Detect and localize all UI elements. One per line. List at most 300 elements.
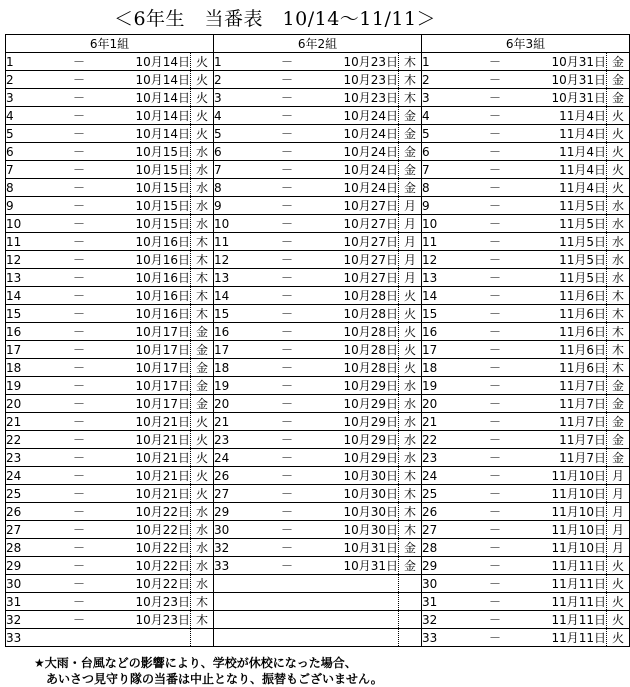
slot-weekday: 火 <box>191 107 214 125</box>
slot-date: 10月16日 <box>111 233 191 251</box>
slot-weekday: 水 <box>191 179 214 197</box>
slot-date: 10月22日 <box>111 575 191 593</box>
slot-weekday: 金 <box>607 431 630 449</box>
slot-name-blank: － <box>255 431 319 449</box>
slot-name-blank <box>255 593 319 611</box>
slot-name-blank: － <box>463 323 527 341</box>
slot-number: 17 <box>6 341 48 359</box>
slot-name-blank: － <box>463 215 527 233</box>
slot-number: 26 <box>6 503 48 521</box>
slot-name-blank: － <box>463 557 527 575</box>
slot-name-blank: － <box>463 485 527 503</box>
slot-name-blank: － <box>463 503 527 521</box>
slot-number: 13 <box>6 269 48 287</box>
slot-date: 10月31日 <box>527 53 607 71</box>
slot-date: 10月23日 <box>319 71 399 89</box>
slot-name-blank: － <box>47 323 111 341</box>
slot-date <box>319 575 399 593</box>
slot-name-blank: － <box>463 233 527 251</box>
slot-number: 23 <box>421 449 463 467</box>
slot-date: 10月27日 <box>319 269 399 287</box>
slot-weekday: 木 <box>607 341 630 359</box>
slot-weekday: 月 <box>399 215 422 233</box>
slot-weekday: 水 <box>399 377 422 395</box>
slot-number: 9 <box>421 197 463 215</box>
slot-name-blank: － <box>463 377 527 395</box>
notice <box>34 655 383 687</box>
slot-name-blank: － <box>463 467 527 485</box>
slot-number: 30 <box>213 521 255 539</box>
slot-number: 24 <box>421 467 463 485</box>
slot-number: 11 <box>213 233 255 251</box>
slot-number: 10 <box>213 215 255 233</box>
slot-date: 11月4日 <box>527 179 607 197</box>
slot-name-blank: － <box>463 575 527 593</box>
slot-weekday: 火 <box>191 485 214 503</box>
slot-weekday: 火 <box>607 593 630 611</box>
slot-date: 10月14日 <box>111 125 191 143</box>
group-header-6-3: 6年3組 <box>421 35 629 53</box>
slot-weekday: 水 <box>399 431 422 449</box>
slot-weekday: 金 <box>607 449 630 467</box>
slot-date: 10月15日 <box>111 161 191 179</box>
slot-number: 8 <box>421 179 463 197</box>
slot-date: 10月21日 <box>111 413 191 431</box>
roster-row <box>6 143 630 161</box>
slot-date: 10月14日 <box>111 53 191 71</box>
slot-number: 17 <box>213 341 255 359</box>
slot-date: 10月17日 <box>111 359 191 377</box>
slot-number: 12 <box>213 251 255 269</box>
roster-row <box>6 359 630 377</box>
slot-date: 10月24日 <box>319 161 399 179</box>
slot-date: 11月11日 <box>527 557 607 575</box>
slot-date: 11月7日 <box>527 431 607 449</box>
slot-date <box>319 593 399 611</box>
slot-weekday: 木 <box>191 269 214 287</box>
slot-date <box>319 611 399 629</box>
slot-date: 10月27日 <box>319 215 399 233</box>
slot-number: 7 <box>213 161 255 179</box>
slot-weekday: 水 <box>191 503 214 521</box>
slot-weekday: 水 <box>607 215 630 233</box>
slot-date: 11月6日 <box>527 305 607 323</box>
slot-date: 10月31日 <box>319 557 399 575</box>
slot-number: 33 <box>213 557 255 575</box>
slot-name-blank: － <box>255 485 319 503</box>
slot-weekday: 金 <box>191 395 214 413</box>
slot-name-blank: － <box>47 197 111 215</box>
slot-weekday <box>399 611 422 629</box>
slot-number: 3 <box>6 89 48 107</box>
slot-number: 5 <box>213 125 255 143</box>
roster-row <box>6 323 630 341</box>
slot-number: 24 <box>213 449 255 467</box>
slot-name-blank: － <box>463 341 527 359</box>
slot-name-blank: － <box>255 89 319 107</box>
slot-name-blank: － <box>47 449 111 467</box>
slot-date: 10月23日 <box>319 53 399 71</box>
slot-name-blank: － <box>255 179 319 197</box>
slot-weekday: 火 <box>191 89 214 107</box>
slot-name-blank <box>255 629 319 647</box>
slot-number: 23 <box>6 449 48 467</box>
slot-weekday: 水 <box>607 251 630 269</box>
slot-name-blank: － <box>47 305 111 323</box>
slot-name-blank <box>255 611 319 629</box>
slot-name-blank: － <box>463 629 527 647</box>
slot-weekday: 火 <box>607 611 630 629</box>
slot-weekday: 水 <box>191 575 214 593</box>
slot-number: 27 <box>421 521 463 539</box>
slot-date: 10月28日 <box>319 305 399 323</box>
slot-date: 11月7日 <box>527 377 607 395</box>
slot-date: 10月24日 <box>319 107 399 125</box>
slot-date: 10月31日 <box>319 539 399 557</box>
roster-row <box>6 611 630 629</box>
slot-date <box>319 629 399 647</box>
group-header-row <box>6 35 630 53</box>
roster-row <box>6 629 630 647</box>
slot-name-blank: － <box>463 269 527 287</box>
slot-name-blank: － <box>255 161 319 179</box>
slot-weekday: 水 <box>399 449 422 467</box>
roster-row <box>6 107 630 125</box>
slot-date: 10月30日 <box>319 503 399 521</box>
slot-date: 11月10日 <box>527 485 607 503</box>
slot-date: 10月16日 <box>111 305 191 323</box>
slot-date: 10月29日 <box>319 449 399 467</box>
slot-name-blank: － <box>47 215 111 233</box>
slot-name-blank: － <box>47 503 111 521</box>
slot-date: 11月6日 <box>527 341 607 359</box>
slot-weekday: 木 <box>191 593 214 611</box>
slot-weekday: 木 <box>191 611 214 629</box>
slot-number: 22 <box>421 431 463 449</box>
slot-number: 25 <box>421 485 463 503</box>
slot-date: 10月16日 <box>111 287 191 305</box>
roster-row <box>6 215 630 233</box>
slot-name-blank: － <box>47 179 111 197</box>
slot-name-blank: － <box>255 287 319 305</box>
slot-name-blank: － <box>255 395 319 413</box>
group-header-6-2: 6年2組 <box>213 35 421 53</box>
slot-weekday: 金 <box>607 377 630 395</box>
slot-date: 11月11日 <box>527 611 607 629</box>
roster-row <box>6 593 630 611</box>
slot-date: 10月23日 <box>319 89 399 107</box>
slot-name-blank: － <box>463 71 527 89</box>
slot-name-blank: － <box>47 143 111 161</box>
slot-number: 20 <box>421 395 463 413</box>
slot-name-blank: － <box>463 143 527 161</box>
slot-weekday: 火 <box>607 557 630 575</box>
slot-date: 10月17日 <box>111 377 191 395</box>
roster-row <box>6 287 630 305</box>
slot-number: 13 <box>421 269 463 287</box>
slot-weekday: 木 <box>399 485 422 503</box>
slot-number: 2 <box>213 71 255 89</box>
slot-weekday: 月 <box>607 485 630 503</box>
slot-name-blank: － <box>47 71 111 89</box>
slot-name-blank: － <box>463 413 527 431</box>
slot-weekday: 火 <box>191 467 214 485</box>
slot-date: 10月24日 <box>319 143 399 161</box>
slot-number: 23 <box>213 431 255 449</box>
roster-row <box>6 125 630 143</box>
slot-date: 10月17日 <box>111 341 191 359</box>
slot-name-blank: － <box>255 377 319 395</box>
slot-number: 5 <box>421 125 463 143</box>
slot-name-blank: － <box>255 71 319 89</box>
slot-name-blank: － <box>255 323 319 341</box>
slot-name-blank: － <box>255 503 319 521</box>
slot-number: 11 <box>6 233 48 251</box>
roster-row <box>6 431 630 449</box>
slot-weekday: 金 <box>607 395 630 413</box>
slot-number: 27 <box>213 485 255 503</box>
notice-line-2: あいさつ見守り隊の当番は中止となり、振替もございません。 <box>46 672 383 686</box>
slot-date: 11月11日 <box>527 575 607 593</box>
slot-name-blank: － <box>47 413 111 431</box>
slot-date: 10月16日 <box>111 251 191 269</box>
slot-weekday: 月 <box>399 197 422 215</box>
slot-date: 10月27日 <box>319 197 399 215</box>
slot-weekday: 火 <box>607 161 630 179</box>
slot-weekday: 火 <box>607 107 630 125</box>
duty-roster-table <box>5 34 630 647</box>
slot-number: 3 <box>421 89 463 107</box>
slot-name-blank: － <box>463 431 527 449</box>
slot-weekday: 木 <box>191 305 214 323</box>
slot-number: 18 <box>213 359 255 377</box>
slot-date: 10月31日 <box>527 71 607 89</box>
slot-weekday: 金 <box>399 107 422 125</box>
slot-weekday: 金 <box>399 539 422 557</box>
slot-number: 17 <box>421 341 463 359</box>
slot-date <box>111 629 191 647</box>
slot-date: 10月27日 <box>319 233 399 251</box>
slot-date: 10月22日 <box>111 503 191 521</box>
slot-number: 9 <box>213 197 255 215</box>
slot-number: 16 <box>213 323 255 341</box>
slot-number: 21 <box>421 413 463 431</box>
slot-number: 1 <box>6 53 48 71</box>
slot-number: 32 <box>421 611 463 629</box>
slot-name-blank: － <box>255 233 319 251</box>
slot-name-blank: － <box>47 539 111 557</box>
slot-weekday: 金 <box>191 359 214 377</box>
slot-number: 28 <box>6 539 48 557</box>
slot-number: 1 <box>213 53 255 71</box>
roster-row <box>6 467 630 485</box>
slot-name-blank: － <box>463 251 527 269</box>
slot-number: 14 <box>421 287 463 305</box>
roster-row <box>6 269 630 287</box>
slot-name-blank: － <box>255 413 319 431</box>
slot-date: 10月23日 <box>111 611 191 629</box>
slot-number: 4 <box>6 107 48 125</box>
slot-name-blank: － <box>47 395 111 413</box>
roster-row <box>6 449 630 467</box>
slot-date: 10月29日 <box>319 395 399 413</box>
slot-date: 10月21日 <box>111 431 191 449</box>
roster-row <box>6 485 630 503</box>
slot-name-blank: － <box>463 53 527 71</box>
roster-row <box>6 233 630 251</box>
slot-name-blank: － <box>47 557 111 575</box>
slot-date: 10月30日 <box>319 467 399 485</box>
roster-row <box>6 341 630 359</box>
slot-name-blank <box>255 575 319 593</box>
slot-name-blank: － <box>463 359 527 377</box>
slot-weekday: 月 <box>607 467 630 485</box>
slot-weekday: 金 <box>607 89 630 107</box>
slot-number: 18 <box>6 359 48 377</box>
slot-date: 10月17日 <box>111 395 191 413</box>
slot-weekday: 金 <box>399 557 422 575</box>
slot-number: 16 <box>6 323 48 341</box>
slot-weekday: 木 <box>191 233 214 251</box>
slot-number: 22 <box>6 431 48 449</box>
roster-row <box>6 71 630 89</box>
slot-weekday <box>399 629 422 647</box>
slot-weekday: 金 <box>607 71 630 89</box>
slot-weekday: 水 <box>191 557 214 575</box>
slot-weekday: 木 <box>607 323 630 341</box>
slot-date: 10月30日 <box>319 485 399 503</box>
roster-row <box>6 521 630 539</box>
slot-name-blank: － <box>255 359 319 377</box>
slot-weekday: 水 <box>191 143 214 161</box>
slot-number: 29 <box>421 557 463 575</box>
slot-number: 20 <box>6 395 48 413</box>
slot-number: 16 <box>421 323 463 341</box>
page-title: ＜6年生 当番表 10/14～11/11＞ <box>113 8 437 30</box>
slot-weekday: 金 <box>607 53 630 71</box>
slot-date: 11月4日 <box>527 107 607 125</box>
slot-name-blank: － <box>47 125 111 143</box>
slot-weekday: 月 <box>607 539 630 557</box>
slot-number: 25 <box>6 485 48 503</box>
slot-name-blank: － <box>47 467 111 485</box>
slot-number: 11 <box>421 233 463 251</box>
slot-weekday: 木 <box>399 503 422 521</box>
slot-date: 10月24日 <box>319 179 399 197</box>
slot-date: 11月5日 <box>527 269 607 287</box>
slot-number: 15 <box>6 305 48 323</box>
slot-name-blank: － <box>463 305 527 323</box>
slot-date: 11月5日 <box>527 215 607 233</box>
slot-number: 20 <box>213 395 255 413</box>
slot-number: 6 <box>6 143 48 161</box>
slot-number <box>213 593 255 611</box>
slot-number: 21 <box>6 413 48 431</box>
slot-weekday: 金 <box>399 179 422 197</box>
slot-weekday: 火 <box>191 71 214 89</box>
slot-number: 26 <box>421 503 463 521</box>
slot-name-blank: － <box>255 53 319 71</box>
slot-date: 11月5日 <box>527 197 607 215</box>
slot-weekday: 金 <box>607 413 630 431</box>
roster-row <box>6 161 630 179</box>
roster-row <box>6 413 630 431</box>
slot-name-blank: － <box>47 575 111 593</box>
slot-weekday: 火 <box>191 413 214 431</box>
slot-name-blank: － <box>47 233 111 251</box>
slot-number: 3 <box>213 89 255 107</box>
slot-number: 2 <box>6 71 48 89</box>
slot-number: 15 <box>213 305 255 323</box>
slot-date: 10月22日 <box>111 521 191 539</box>
slot-number: 19 <box>213 377 255 395</box>
roster-row <box>6 539 630 557</box>
slot-weekday: 木 <box>191 287 214 305</box>
slot-name-blank: － <box>255 521 319 539</box>
slot-name-blank: － <box>47 287 111 305</box>
slot-name-blank: － <box>255 251 319 269</box>
slot-number: 26 <box>213 467 255 485</box>
slot-weekday: 木 <box>399 53 422 71</box>
slot-name-blank: － <box>255 107 319 125</box>
slot-date: 11月11日 <box>527 593 607 611</box>
roster-row <box>6 377 630 395</box>
slot-name-blank: － <box>47 107 111 125</box>
slot-date: 10月17日 <box>111 323 191 341</box>
slot-number: 4 <box>421 107 463 125</box>
slot-date: 10月24日 <box>319 125 399 143</box>
slot-number: 12 <box>6 251 48 269</box>
slot-weekday: 火 <box>399 305 422 323</box>
slot-date: 11月10日 <box>527 503 607 521</box>
slot-number: 12 <box>421 251 463 269</box>
slot-weekday: 木 <box>399 521 422 539</box>
slot-name-blank: － <box>463 593 527 611</box>
slot-weekday: 水 <box>191 521 214 539</box>
slot-weekday: 月 <box>399 251 422 269</box>
roster-row <box>6 557 630 575</box>
slot-date: 10月14日 <box>111 89 191 107</box>
slot-name-blank: － <box>255 125 319 143</box>
slot-date: 11月4日 <box>527 125 607 143</box>
slot-number: 8 <box>6 179 48 197</box>
slot-weekday: 火 <box>607 179 630 197</box>
slot-date: 11月6日 <box>527 359 607 377</box>
slot-weekday: 火 <box>399 287 422 305</box>
slot-date: 10月21日 <box>111 485 191 503</box>
slot-number: 6 <box>421 143 463 161</box>
slot-date: 11月10日 <box>527 467 607 485</box>
slot-date: 10月23日 <box>111 593 191 611</box>
slot-date: 11月7日 <box>527 449 607 467</box>
slot-weekday: 水 <box>399 395 422 413</box>
roster-row <box>6 503 630 521</box>
slot-number: 19 <box>421 377 463 395</box>
slot-name-blank: － <box>255 305 319 323</box>
slot-weekday: 水 <box>607 197 630 215</box>
slot-name-blank: － <box>463 539 527 557</box>
slot-name-blank: － <box>47 431 111 449</box>
slot-number: 2 <box>421 71 463 89</box>
slot-date: 10月14日 <box>111 71 191 89</box>
roster-row <box>6 305 630 323</box>
roster-row <box>6 395 630 413</box>
slot-date: 10月28日 <box>319 341 399 359</box>
group-header-6-1: 6年1組 <box>6 35 214 53</box>
slot-name-blank: － <box>463 125 527 143</box>
slot-date: 10月14日 <box>111 107 191 125</box>
slot-name-blank: － <box>47 377 111 395</box>
